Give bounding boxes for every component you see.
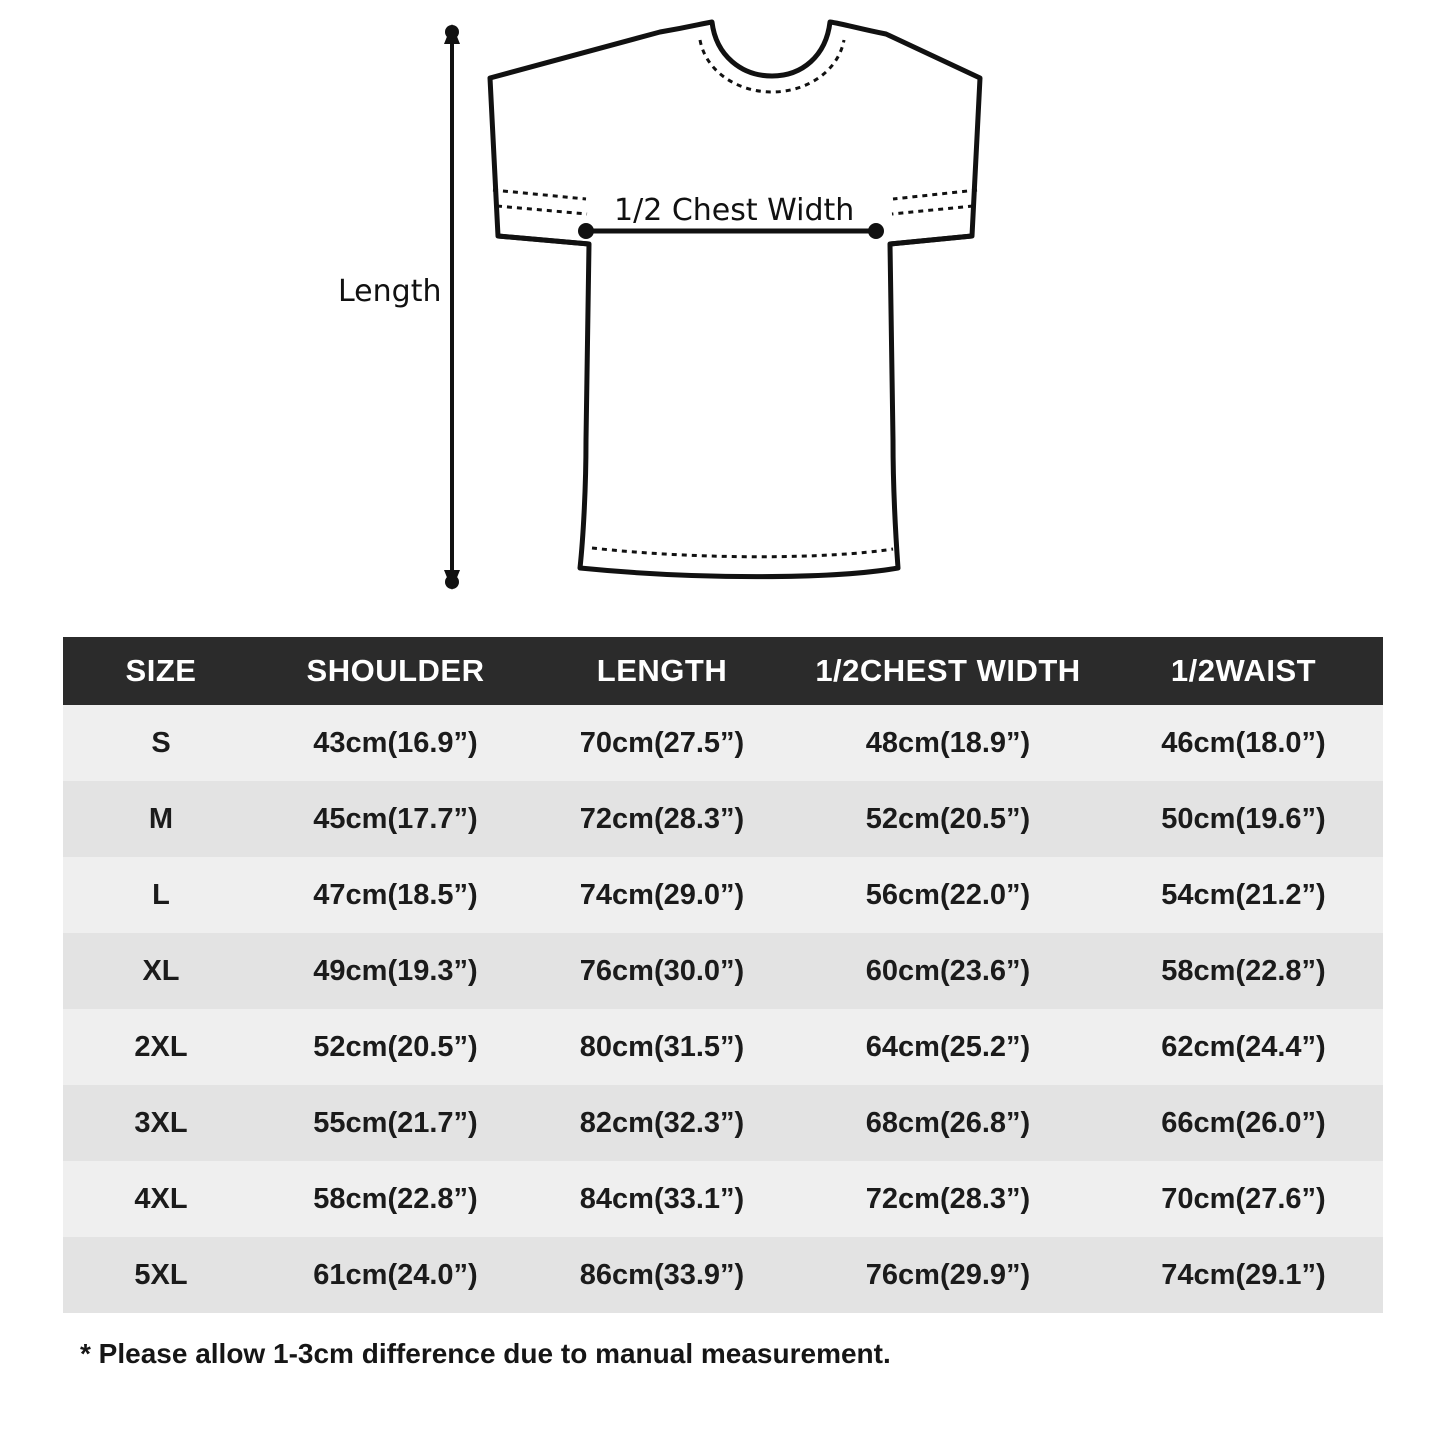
cell-shoulder: 61cm(24.0”) bbox=[259, 1237, 532, 1313]
cell-waist: 66cm(26.0”) bbox=[1104, 1085, 1383, 1161]
cell-length: 74cm(29.0”) bbox=[532, 857, 792, 933]
table-row bbox=[63, 933, 1383, 1009]
cell-length: 76cm(30.0”) bbox=[532, 933, 792, 1009]
cell-shoulder: 52cm(20.5”) bbox=[259, 1009, 532, 1085]
cell-size: 3XL bbox=[63, 1085, 259, 1161]
column-header-shoulder: SHOULDER bbox=[259, 637, 532, 705]
cell-shoulder: 43cm(16.9”) bbox=[259, 705, 532, 781]
cell-length: 86cm(33.9”) bbox=[532, 1237, 792, 1313]
table-row bbox=[63, 1161, 1383, 1237]
cell-shoulder: 47cm(18.5”) bbox=[259, 857, 532, 933]
length-measure-arrow bbox=[444, 24, 460, 590]
size-table-wrap bbox=[63, 637, 1383, 1313]
cell-chest: 72cm(28.3”) bbox=[792, 1161, 1104, 1237]
cell-length: 84cm(33.1”) bbox=[532, 1161, 792, 1237]
cell-shoulder: 45cm(17.7”) bbox=[259, 781, 532, 857]
cell-waist: 58cm(22.8”) bbox=[1104, 933, 1383, 1009]
cell-waist: 46cm(18.0”) bbox=[1104, 705, 1383, 781]
cell-size: 5XL bbox=[63, 1237, 259, 1313]
cell-chest: 60cm(23.6”) bbox=[792, 933, 1104, 1009]
cell-length: 70cm(27.5”) bbox=[532, 705, 792, 781]
length-label: Length bbox=[338, 274, 442, 309]
cell-size: 2XL bbox=[63, 1009, 259, 1085]
cell-chest: 52cm(20.5”) bbox=[792, 781, 1104, 857]
cell-shoulder: 58cm(22.8”) bbox=[259, 1161, 532, 1237]
table-row bbox=[63, 705, 1383, 781]
cell-size: L bbox=[63, 857, 259, 933]
cell-chest: 48cm(18.9”) bbox=[792, 705, 1104, 781]
cell-shoulder: 49cm(19.3”) bbox=[259, 933, 532, 1009]
cell-length: 72cm(28.3”) bbox=[532, 781, 792, 857]
cell-chest: 76cm(29.9”) bbox=[792, 1237, 1104, 1313]
table-row bbox=[63, 1009, 1383, 1085]
cell-length: 82cm(32.3”) bbox=[532, 1085, 792, 1161]
size-table bbox=[63, 637, 1383, 1313]
table-row bbox=[63, 1237, 1383, 1313]
cell-waist: 50cm(19.6”) bbox=[1104, 781, 1383, 857]
cell-size: S bbox=[63, 705, 259, 781]
table-row bbox=[63, 1085, 1383, 1161]
cell-shoulder: 55cm(21.7”) bbox=[259, 1085, 532, 1161]
tshirt-illustration bbox=[0, 0, 1445, 615]
table-row bbox=[63, 857, 1383, 933]
table-header-row bbox=[63, 637, 1383, 705]
cell-size: 4XL bbox=[63, 1161, 259, 1237]
cell-chest: 68cm(26.8”) bbox=[792, 1085, 1104, 1161]
cell-size: M bbox=[63, 781, 259, 857]
column-header-length: LENGTH bbox=[532, 637, 792, 705]
cell-chest: 64cm(25.2”) bbox=[792, 1009, 1104, 1085]
cell-waist: 54cm(21.2”) bbox=[1104, 857, 1383, 933]
cell-waist: 74cm(29.1”) bbox=[1104, 1237, 1383, 1313]
cell-size: XL bbox=[63, 933, 259, 1009]
column-header-waist: 1/2WAIST bbox=[1104, 637, 1383, 705]
table-row bbox=[63, 781, 1383, 857]
cell-length: 80cm(31.5”) bbox=[532, 1009, 792, 1085]
cell-chest: 56cm(22.0”) bbox=[792, 857, 1104, 933]
tshirt-diagram bbox=[0, 0, 1445, 615]
measurement-footnote: * Please allow 1-3cm difference due to manual measurement. bbox=[80, 1338, 891, 1369]
chest-width-label: 1/2 Chest Width bbox=[614, 193, 855, 228]
column-header-size: SIZE bbox=[63, 637, 259, 705]
column-header-chest: 1/2CHEST WIDTH bbox=[792, 637, 1104, 705]
cell-waist: 70cm(27.6”) bbox=[1104, 1161, 1383, 1237]
cell-waist: 62cm(24.4”) bbox=[1104, 1009, 1383, 1085]
